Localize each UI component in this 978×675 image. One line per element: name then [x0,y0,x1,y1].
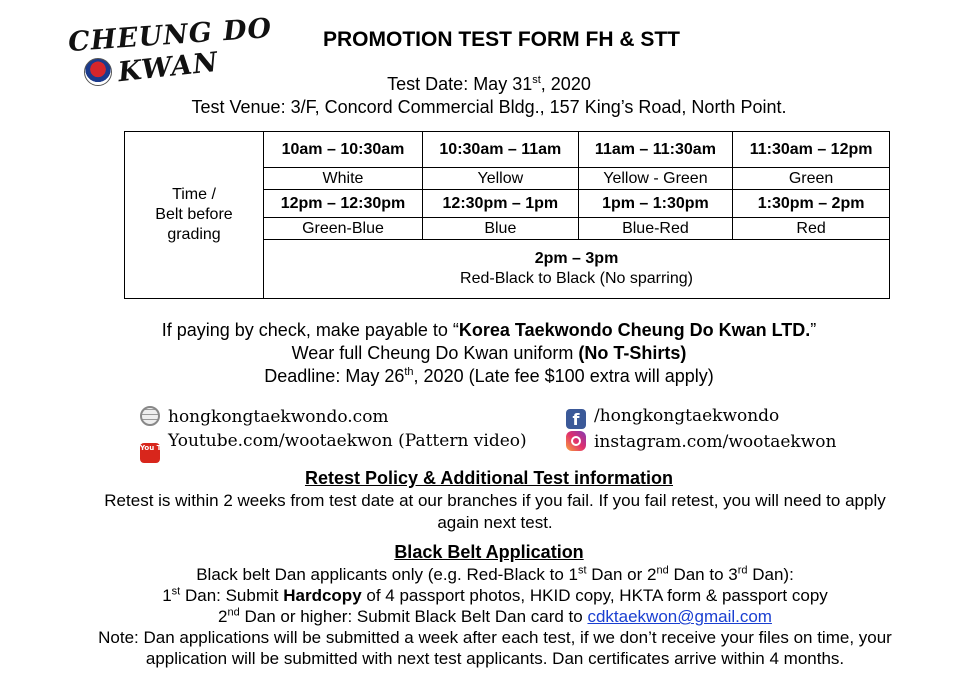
uniform-note: Wear full Cheung Do Kwan uniform (No T-Shirts) [291,343,687,363]
belt-level: Yellow [423,168,579,190]
facebook-icon: f [566,409,586,429]
note-line2: application will be submitted with next test applicants. Dan certificates arrive within 4 months. [145,649,845,668]
blackbelt-text [60,564,930,669]
note-line1: Note: Dan applications will be submitted a week after each test, if we don’t receive your files on time, your [98,628,892,647]
belt-level: White [264,168,423,190]
final-time: 2pm – 3pm [534,250,619,267]
time-slot: 10:30am – 11am [423,132,579,168]
time-slot: 10am – 10:30am [264,132,423,168]
blackbelt-line2: 1st Dan: Submit Hardcopy of 4 passport photos, HKID copy, HKTA form & passport copy [162,585,828,605]
time-slot: 12:30pm – 1pm [423,190,579,218]
time-slot: 1:30pm – 2pm [733,190,890,218]
schedule-table [124,131,890,299]
final-belt: Red-Black to Black (No sparring) [460,270,693,287]
form-title: PROMOTION TEST FORM FH & STT [323,28,680,51]
blackbelt-heading: Black Belt Application [394,542,584,562]
belt-level: Green [733,168,890,190]
youtube-link[interactable]: You TubeYoutube.com/wootaekwon (Pattern video) [140,431,527,463]
blackbelt-line3: 2nd Dan or higher: Submit Black Belt Dan card to cdktaekwon@gmail.com [218,606,772,626]
check-payable: If paying by check, make payable to “Korea Taekwondo Cheung Do Kwan LTD.” [161,320,817,340]
logo-text-line2: KWAN [116,46,221,89]
belt-level: Red [733,218,890,240]
retest-text: Retest is within 2 weeks from test date at our branches if you fail. If you fail retest, you will need to apply again next test. [104,491,886,532]
belt-level: Yellow - Green [578,168,733,190]
instagram-link[interactable]: instagram.com/wootaekwon [566,431,836,452]
test-date: Test Date: May 31st, 2020 [387,74,591,94]
belt-level: Blue [423,218,579,240]
youtube-icon: You Tube [140,443,160,463]
logo-text-line1: CHEUNG DO [67,12,274,59]
globe-icon [140,406,160,426]
website-link[interactable]: hongkongtaekwondo.com [140,406,389,427]
time-slot: 12pm – 12:30pm [264,190,423,218]
belt-level: Blue-Red [578,218,733,240]
time-slot: 1pm – 1:30pm [578,190,733,218]
test-venue: Test Venue: 3/F, Concord Commercial Bldg., 157 King’s Road, North Point. [191,97,787,117]
blackbelt-line1: Black belt Dan applicants only (e.g. Red-Black to 1st Dan or 2nd Dan to 3rd Dan): [196,564,794,584]
final-slot [264,240,890,299]
belt-level: Green-Blue [264,218,423,240]
instagram-icon [566,431,586,451]
time-slot: 11am – 11:30am [578,132,733,168]
facebook-link[interactable]: f /hongkongtaekwondo [566,406,779,429]
time-slot: 11:30am – 12pm [733,132,890,168]
deadline: Deadline: May 26th, 2020 (Late fee $100 extra will apply) [264,366,714,386]
row-label: Time / Belt before grading [125,132,264,299]
email-link[interactable]: cdktaekwon@gmail.com [587,607,772,626]
retest-heading: Retest Policy & Additional Test information [304,468,674,488]
